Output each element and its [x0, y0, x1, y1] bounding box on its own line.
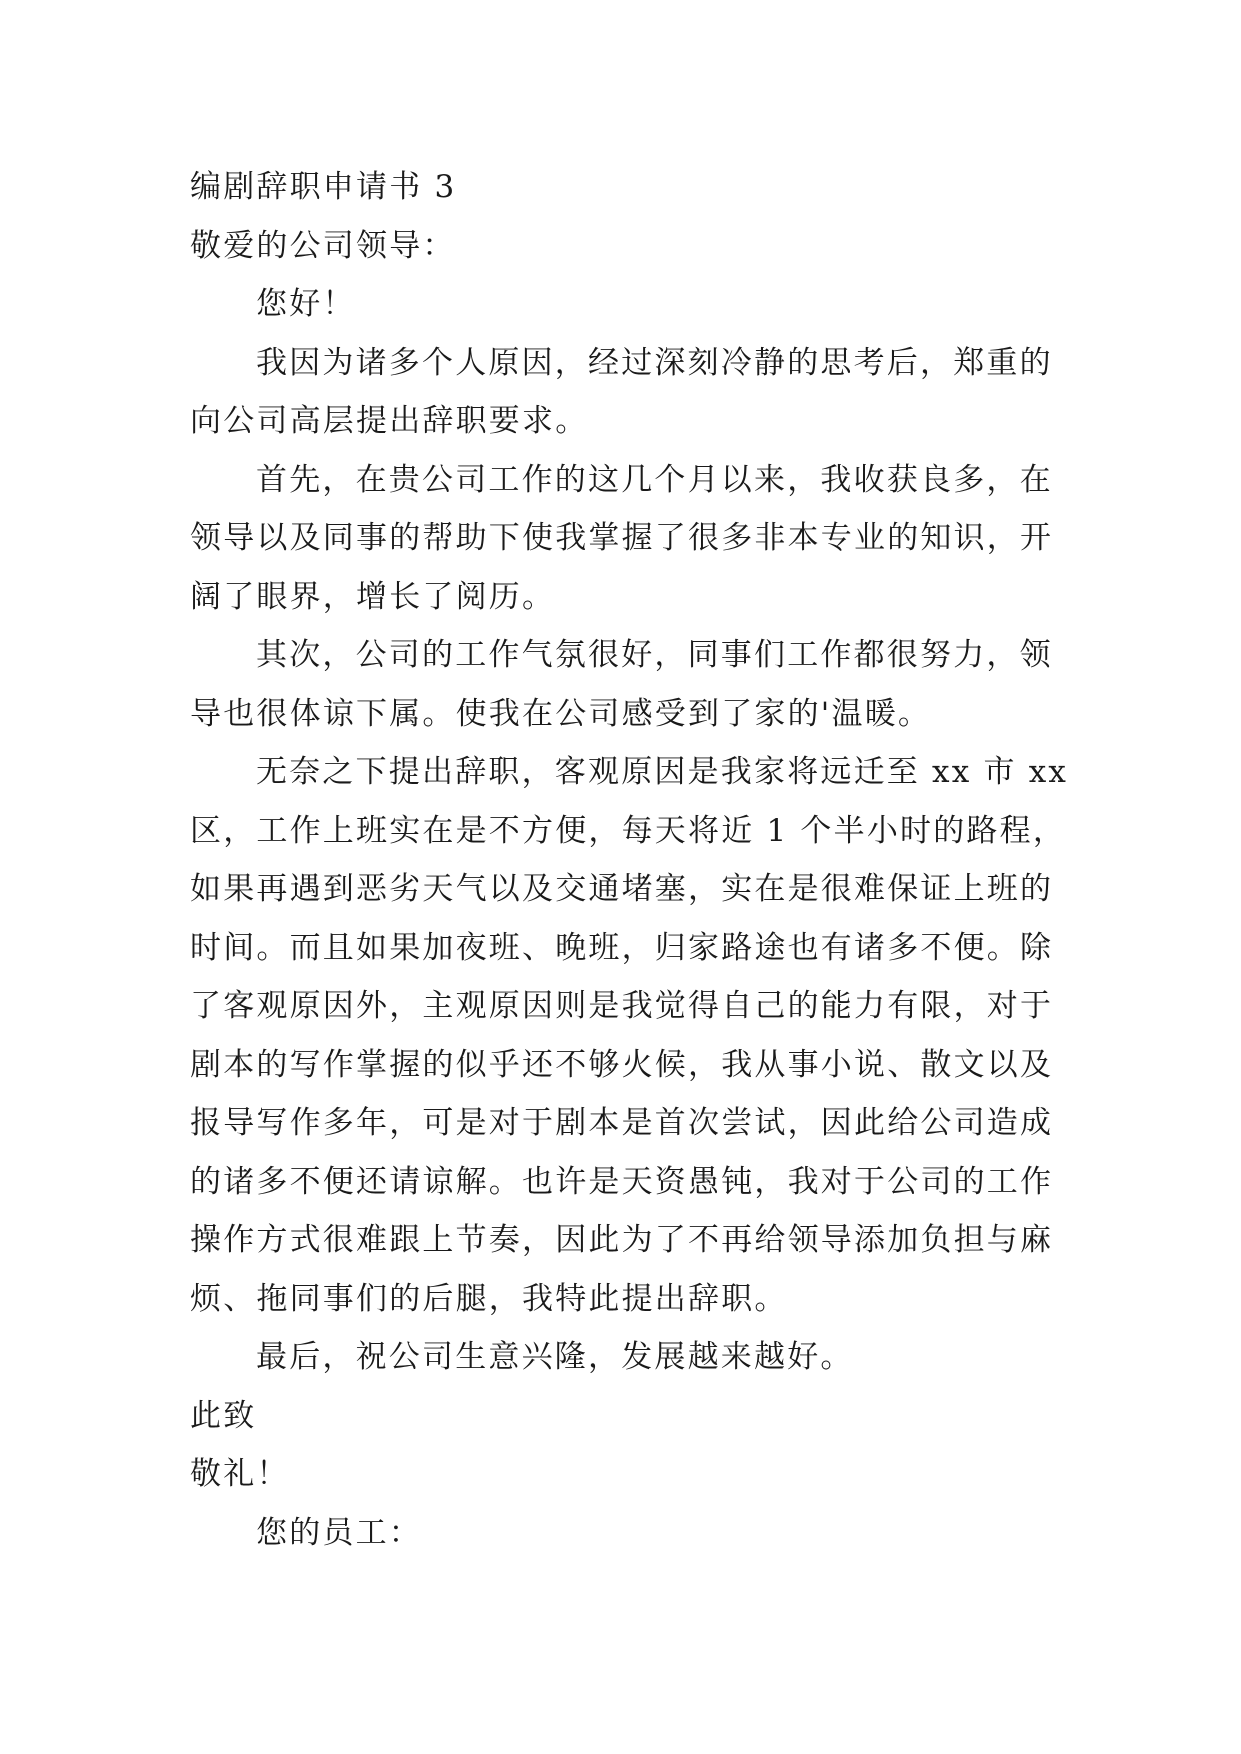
paragraph-line: 操作方式很难跟上节奏，因此为了不再给领导添加负担与麻	[190, 1222, 1054, 1258]
paragraph-line: 首先，在贵公司工作的这几个月以来，我收获良多，在	[256, 461, 1053, 498]
paragraph-line: 阔了眼界，增长了阅历。	[190, 578, 556, 615]
paragraph-line: 了客观原因外，主观原因则是我觉得自己的能力有限，对于	[190, 988, 1054, 1024]
paragraph-line: 领导以及同事的帮助下使我掌握了很多非本专业的知识，开	[190, 520, 1054, 556]
paragraph-line: 无奈之下提出辞职，客观原因是我家将远迁至 xx 市 xx	[256, 754, 1069, 790]
paragraph-2	[190, 451, 1054, 627]
paragraph-line: 导也很体谅下属。使我在公司感受到了家的'温暖。	[190, 695, 932, 732]
paragraph-line: 烦、拖同事们的后腿，我特此提出辞职。	[190, 1280, 788, 1317]
paragraph-line: 最后，祝公司生意兴隆，发展越来越好。	[256, 1339, 854, 1375]
paragraph-3	[190, 626, 1053, 743]
paragraph-line: 其次，公司的工作气氛很好，同事们工作都很努力，领	[256, 637, 1053, 673]
paragraph-line: 向公司高层提出辞职要求。	[190, 403, 589, 439]
letter-body	[190, 158, 1069, 1562]
paragraph-line: 报导写作多年，可是对于剧本是首次尝试，因此给公司造成	[190, 1105, 1054, 1141]
paragraph-line: 如果再遇到恶劣天气以及交通堵塞，实在是很难保证上班的	[190, 871, 1054, 907]
paragraph-line: 的诸多不便还请谅解。也许是天资愚钝，我对于公司的工作	[190, 1163, 1054, 1200]
paragraph-line: 我因为诸多个人原因，经过深刻冷静的思考后，郑重的	[256, 344, 1053, 381]
salutation: 敬爱的公司领导：	[190, 227, 456, 264]
closing-line-1: 此致	[190, 1397, 257, 1434]
paragraph-line: 区，工作上班实在是不方便，每天将近 1 个半小时的路程，	[190, 812, 1067, 849]
signature-line: 您的员工：	[256, 1514, 422, 1551]
document-title: 编剧辞职申请书 3	[190, 169, 457, 205]
greeting: 您好！	[256, 286, 356, 322]
closing-line-2: 敬礼！	[190, 1456, 290, 1492]
paragraph-5	[190, 1328, 1050, 1387]
paragraph-4	[190, 743, 1069, 1328]
paragraph-line: 剧本的写作掌握的似乎还不够火候，我从事小说、散文以及	[190, 1046, 1054, 1083]
paragraph-line: 时间。而且如果加夜班、晚班，归家路途也有诸多不便。除	[190, 929, 1054, 966]
paragraph-1	[190, 334, 1053, 451]
